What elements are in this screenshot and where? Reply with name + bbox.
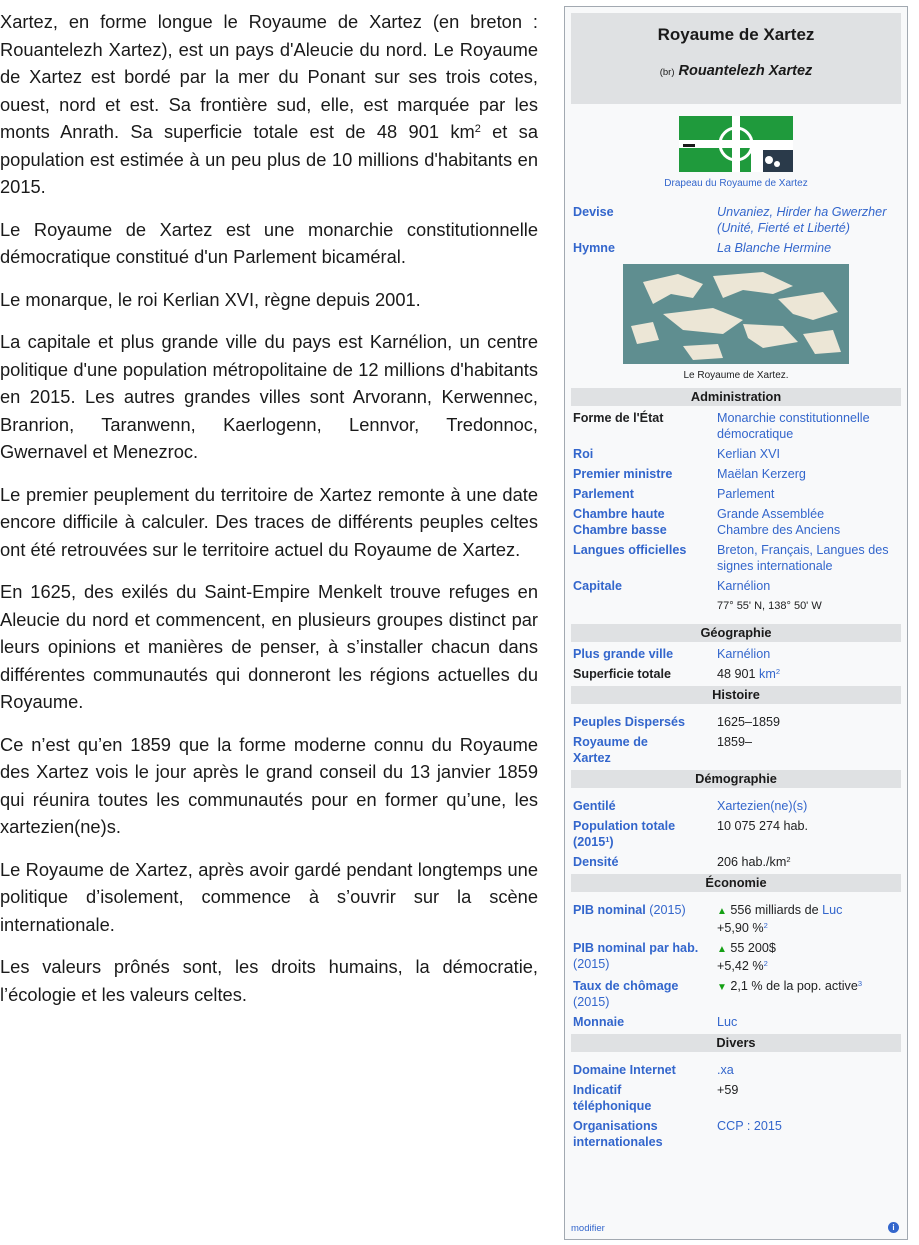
- hymne-value[interactable]: La Blanche Hermine: [717, 241, 832, 255]
- pm-label[interactable]: Premier ministre: [573, 467, 673, 481]
- pib-value: ▲ 556 milliards de Luc +5,90 %$^2$: [717, 903, 843, 935]
- pm-row: [565, 466, 907, 482]
- densite-label[interactable]: Densité: [573, 855, 619, 869]
- gentile-label[interactable]: Gentilé: [573, 799, 616, 813]
- paragraph: Ce n’est qu’en 1859 que la forme moderne connu du Royaume des Xartez vois le jour après le grand conseil du 13 janvier 1859 qui réunira toutes les communautés pour en former qu’une, les xartezien(ne)s.: [0, 733, 538, 837]
- gentile-row: [565, 798, 907, 814]
- arrow-up-icon: ▲: [717, 906, 727, 917]
- section-geographie: Géographie: [571, 624, 901, 642]
- parlement-label[interactable]: Parlement: [573, 487, 634, 501]
- domaine-label[interactable]: Domaine Internet: [573, 1063, 676, 1077]
- arrow-down-icon: ▼: [717, 982, 727, 993]
- monnaie-row: [565, 1014, 907, 1030]
- devise-value[interactable]: Unvaniez, Hirder ha Gwerzher (Unité, Fierté et Liberté): [717, 205, 887, 235]
- paragraph: En 1625, des exilés du Saint-Empire Menkelt trouve refuges en Aleucie du nord et commencent, en plusieurs groupes distinct par leurs opinions et manières de penser, à s’installer chacun dans différentes communautés qui donneront les régions actuelles du Royaume.: [0, 581, 538, 712]
- section-administration: Administration: [571, 388, 901, 406]
- capitale-label[interactable]: Capitale: [573, 579, 622, 593]
- ville-value[interactable]: Karnélion: [717, 647, 771, 661]
- royaume-value: 1859–: [717, 735, 753, 749]
- devise-row: [565, 204, 907, 236]
- hymne-row: [565, 240, 907, 256]
- chomage-row: [565, 978, 907, 1010]
- domaine-value[interactable]: .xa: [717, 1063, 734, 1077]
- pibh-row: [565, 940, 907, 974]
- langues-row: [565, 542, 907, 574]
- langues-value[interactable]: Breton, Français, Langues des signes internationale: [717, 543, 889, 573]
- parlement-row: [565, 486, 907, 502]
- paragraph: Le monarque, le roi Kerlian XVI, règne depuis 2001.: [0, 288, 421, 310]
- flag-image[interactable]: [679, 116, 793, 172]
- densite-value: 206 $hab./km^2$: [717, 854, 791, 869]
- chomage-value: ▼ 2,1 % de la pop. active$^3$: [717, 978, 863, 993]
- roi-row: [565, 446, 907, 462]
- paragraph: Le Royaume de Xartez, après avoir gardé pendant longtemps une politique d’isolement, commence à s’ouvrir sur la scène internationale.: [0, 858, 538, 935]
- parlement-value[interactable]: Parlement: [717, 487, 775, 501]
- paragraph: Le Royaume de Xartez est une monarchie constitutionnelle démocratique constitué d'un Parlement bicaméral.: [0, 218, 538, 267]
- paragraph: Le premier peuplement du territoire de Xartez remonte à une date encore difficile à calculer. Des traces de différents peuples celtes ont été retrouvées sur le territoire actuel du Royaume de Xartez.: [0, 483, 538, 560]
- orgs-row: [565, 1118, 907, 1150]
- superficie-label: Superficie totale: [573, 667, 671, 681]
- population-label[interactable]: Population totale (2015$^1$): [573, 819, 676, 849]
- arrow-up-icon: ▲: [717, 944, 727, 955]
- capitale-value[interactable]: Karnélion: [717, 579, 771, 593]
- paragraph: Les valeurs prônés sont, les droits humains, la démocratie, l’écologie et les valeurs celtes.: [0, 956, 538, 1005]
- roi-value[interactable]: Kerlian XVI: [717, 447, 780, 461]
- chambre-basse-row: [565, 522, 907, 538]
- infobox-footer: [571, 1221, 901, 1235]
- paragraph: La capitale et plus grande ville du pays est Karnélion, un centre politique d'une population métropolitaine de 12 millions d'habitants en 2015. Les autres grandes villes sont Arvorann, Kerwennec, Branrion, Taranwenn, Kaerlogenn, Lennvor, Tredonnoc, Gwernavel et Menezroc.: [0, 331, 538, 462]
- roi-label[interactable]: Roi: [573, 447, 594, 461]
- info-icon[interactable]: i: [888, 1222, 899, 1233]
- domaine-row: [565, 1062, 907, 1078]
- map[interactable]: [565, 264, 907, 368]
- hymne-label[interactable]: Hymne: [573, 241, 615, 255]
- km-link[interactable]: $km^2$: [759, 666, 781, 681]
- native-name: (br) Rouantelezh Xartez: [659, 63, 813, 79]
- peuples-label[interactable]: Peuples Dispersés: [573, 715, 686, 729]
- capitale-row: [565, 578, 907, 594]
- superficie-value: 48 901 $km^2$: [717, 666, 781, 681]
- royaume-row: [565, 734, 907, 766]
- ville-label[interactable]: Plus grande ville: [573, 647, 674, 661]
- orgs-label[interactable]: Organisations internationales: [573, 1119, 663, 1149]
- article-body: [0, 8, 538, 1023]
- forme-value[interactable]: Monarchie constitutionnelle démocratique: [717, 411, 870, 441]
- section-divers: Divers: [571, 1034, 901, 1052]
- pib-row: [565, 902, 907, 936]
- indicatif-row: [565, 1082, 907, 1114]
- pibh-label[interactable]: PIB nominal par hab. (2015): [573, 941, 699, 971]
- chambre-basse-value[interactable]: Chambre des Anciens: [717, 523, 841, 537]
- royaume-label[interactable]: Royaume de Xartez: [573, 735, 648, 765]
- gentile-value[interactable]: Xartezien(ne)(s): [717, 799, 808, 813]
- densite-row: [565, 854, 907, 870]
- section-economie: Économie: [571, 874, 901, 892]
- ville-row: [565, 646, 907, 662]
- chambre-haute-value[interactable]: Grande Assemblée: [717, 507, 825, 521]
- section-histoire: Histoire: [571, 686, 901, 704]
- pm-value[interactable]: Maëlan Kerzerg: [717, 467, 806, 481]
- pib-label[interactable]: PIB nominal (2015): [573, 903, 686, 917]
- paragraph: Xartez, en forme longue le Royaume de Xartez (en breton : Rouantelezh Xartez), est un pays d'Aleucie du nord. Le Royaume de Xartez est bordé par la mer du Ponant sur ses trois cotes, ouest, nord et est. Sa frontière sud, elle, est marquée par les monts Anrath. Sa superficie totale est de 48 901 $km^2$ et sa population est estimée à un peu plus de 10 millions d'habitants en 2015.: [0, 11, 538, 197]
- superficie-row: [565, 666, 907, 682]
- chambre-basse-label[interactable]: Chambre basse: [573, 523, 667, 537]
- pibh-value: ▲ 55 200$ +5,42 %$^2$: [717, 941, 776, 973]
- forme-label: Forme de l'État: [573, 411, 664, 425]
- forme-row: [565, 410, 907, 442]
- langues-label[interactable]: Langues officielles: [573, 543, 687, 557]
- infobox-title: Royaume de Xartez: [657, 25, 815, 44]
- chomage-label[interactable]: Taux de chômage (2015): [573, 979, 679, 1009]
- coords-row: [565, 598, 907, 614]
- monnaie-value[interactable]: Luc: [717, 1015, 738, 1029]
- monnaie-label[interactable]: Monnaie: [573, 1015, 625, 1029]
- infobox-header: [571, 13, 901, 104]
- map-image[interactable]: [623, 264, 849, 364]
- peuples-value: 1625–1859: [717, 715, 781, 729]
- peuples-row: [565, 714, 907, 730]
- flag[interactable]: [565, 116, 907, 176]
- indicatif-value: +59: [717, 1083, 739, 1097]
- coordinates[interactable]: 77° 55' N, 138° 50' W: [717, 600, 822, 612]
- chambre-haute-label[interactable]: Chambre haute: [573, 507, 665, 521]
- orgs-value[interactable]: CCP : 2015: [717, 1119, 782, 1133]
- indicatif-label[interactable]: Indicatif téléphonique: [573, 1083, 652, 1113]
- map-caption: Le Royaume de Xartez.: [683, 370, 789, 381]
- luc-link[interactable]: Luc: [822, 903, 843, 917]
- devise-label[interactable]: Devise: [573, 205, 614, 219]
- section-demographie: Démographie: [571, 770, 901, 788]
- infobox: [564, 6, 908, 1240]
- chambre-haute-row: [565, 506, 907, 522]
- population-row: [565, 818, 907, 850]
- edit-link[interactable]: modifier: [571, 1223, 605, 1234]
- flag-caption[interactable]: Drapeau du Royaume de Xartez: [664, 178, 808, 189]
- population-value: 10 075 274 hab.: [717, 819, 809, 833]
